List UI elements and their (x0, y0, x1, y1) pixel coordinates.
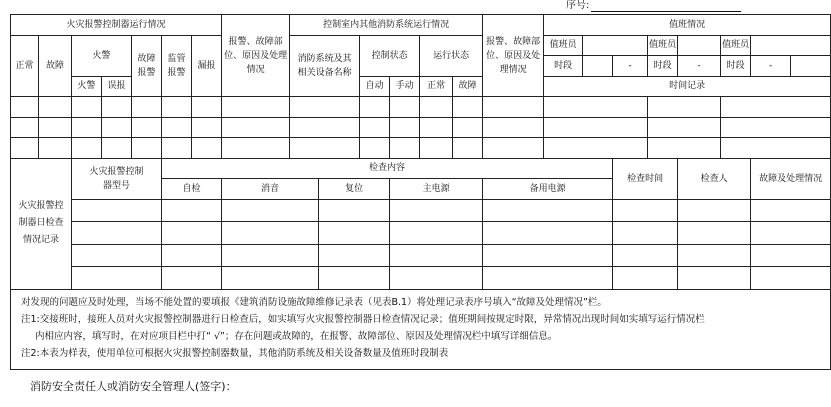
duty-person-value-2[interactable] (678, 35, 721, 56)
duty-person-value-1[interactable] (583, 35, 648, 56)
reset-header: 复位 (319, 179, 390, 200)
note-2: 注2:本表为样表，使用单位可根据火灾报警控制器数量，其他消防系统及相关设备数量及值班时段制表 (21, 347, 449, 359)
run-status-header: 运行状态 (420, 35, 483, 76)
table-row (11, 267, 831, 290)
fault-header: 故障 (39, 35, 72, 97)
time-slot-label-2: 时段 (648, 56, 678, 77)
fire-control-room-duty-record-table (10, 14, 831, 370)
normal-header: 正常 (11, 35, 39, 97)
check-time-header: 检查时间 (613, 158, 678, 199)
table-row (11, 117, 831, 138)
controller-model-header: 火灾报警控制器型号 (72, 158, 162, 199)
note-handling: 对发现的问题应及时处理，当场不能处置的要填报《建筑消防设施故障维修记录表（见表B.1）将处理记录表序号填入“故障及处理情况”栏。 (21, 296, 607, 308)
table-row (11, 244, 831, 267)
manual-header: 手动 (390, 76, 420, 97)
fault-handling-header: 故障及处理情况 (751, 158, 831, 199)
duty-status-header: 值班情况 (544, 15, 831, 36)
duty-person-label-3: 值班员 (721, 35, 751, 56)
table-row (11, 138, 831, 159)
note-1-continued: 内相应内容，填写时，在对应项目栏中打“ √”；存在问题或故障的，在报警、故障部位、原因及处理情况栏中填写详细信息。 (35, 330, 558, 342)
note-1: 注1:交接班时，接班人员对火灾报警控制器进行日检查后，如实填写火灾报警控制器日检查情况记录；值班期间按规定时限，异常情况出现时间如实填写运行情况栏 (21, 313, 705, 325)
time-slot-dash-3: - (751, 56, 791, 77)
backup-power-header: 备用电源 (483, 179, 613, 200)
silence-header: 消音 (222, 179, 319, 200)
other-systems-status-header: 控制室内其他消防系统运行情况 (290, 15, 483, 36)
alarm-fault-handling-header-2: 报警、故障部位、原因及处理情况 (483, 15, 544, 97)
serial-number-field[interactable] (566, 0, 741, 12)
table-row (11, 97, 831, 118)
missed-alarm-header: 漏报 (192, 35, 222, 97)
main-power-header: 主电源 (390, 179, 483, 200)
serial-underline[interactable] (591, 2, 741, 12)
self-test-header: 自检 (162, 179, 222, 200)
alarm-fault-handling-header: 报警、故障部位、原因及处理情况 (222, 15, 290, 97)
system-equipment-name-header: 消防系统及其相关设备名称 (290, 35, 360, 97)
duty-person-label-2: 值班员 (648, 35, 678, 56)
notes-cell (11, 289, 831, 369)
fault-alarm-header: 故障报警 (132, 35, 162, 97)
auto-header: 自动 (360, 76, 390, 97)
table-row (11, 222, 831, 245)
alarm-controller-status-header: 火灾报警控制器运行情况 (11, 15, 222, 36)
signature-line (30, 380, 237, 394)
duty-person-label-1: 值班员 (544, 35, 583, 56)
time-slot-dash-1: - (613, 56, 648, 77)
run-normal-header: 正常 (420, 76, 453, 97)
time-slot-label-1: 时段 (544, 56, 583, 77)
daily-check-record-label: 火灾报警控制器日检查情况记录 (11, 158, 72, 289)
time-slot-end-3[interactable] (791, 56, 831, 77)
signature-label: 消防安全责任人或消防安全管理人(签字)： (30, 380, 237, 393)
table-row (11, 199, 831, 222)
false-alarm-header: 误报 (102, 76, 132, 97)
run-fault-header: 故障 (453, 76, 483, 97)
time-slot-start-1[interactable] (583, 56, 613, 77)
time-record-header: 时间记录 (544, 76, 831, 97)
duty-person-value-3[interactable] (751, 35, 831, 56)
inspector-header: 检查人 (678, 158, 751, 199)
fire-alarm-sub-header: 火警 (72, 76, 102, 97)
serial-label: 序号: (566, 0, 590, 11)
fire-alarm-header: 火警 (72, 35, 132, 76)
time-slot-dash-2: - (678, 56, 721, 77)
supervisory-alarm-header: 监管报警 (162, 35, 192, 97)
check-content-header: 检查内容 (162, 158, 613, 179)
control-status-header: 控制状态 (360, 35, 420, 76)
time-slot-label-3: 时段 (721, 56, 751, 77)
